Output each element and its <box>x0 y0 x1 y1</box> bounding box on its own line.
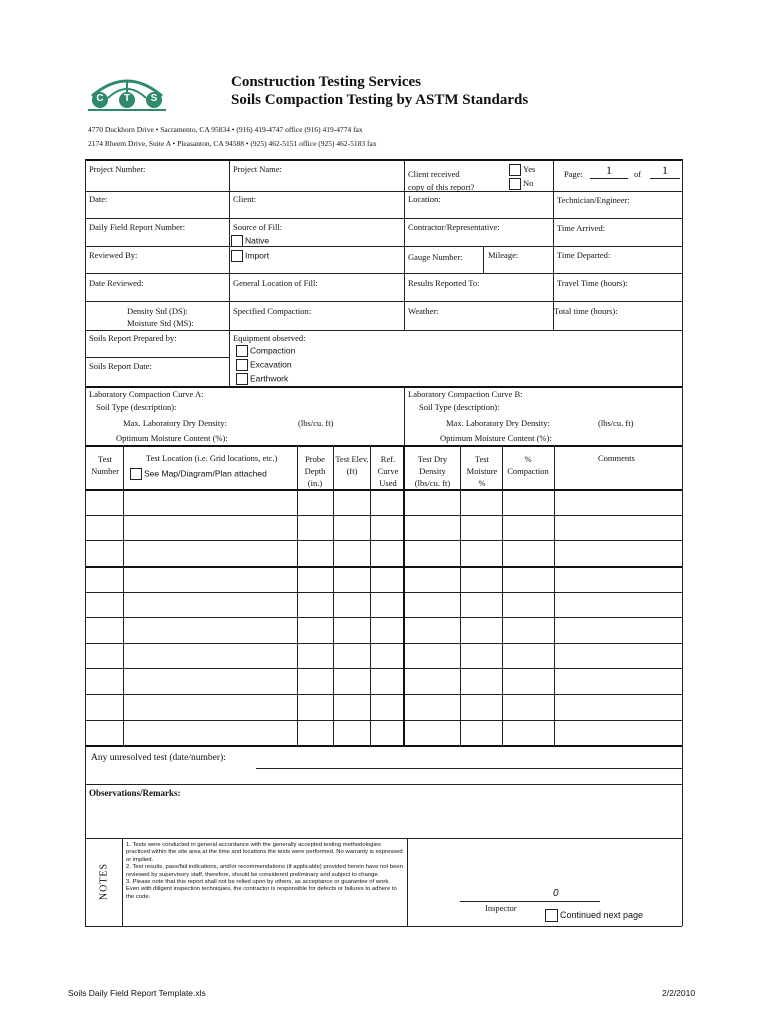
col-header-comments: Comments <box>598 453 635 463</box>
table-row[interactable] <box>86 516 682 540</box>
contractor-label: Contractor/Representative: <box>408 222 500 232</box>
curve-a-max-density: Max. Laboratory Dry Density: <box>123 418 227 428</box>
client-label: Client: <box>233 194 257 204</box>
import-checkbox[interactable] <box>231 250 243 262</box>
date-reviewed-label: Date Reviewed: <box>89 278 144 288</box>
no-checkbox[interactable] <box>509 178 521 190</box>
note-1: 1. Tests were conducted in general accordance with the generally accepted testing methodologies practiced within the site area at the time and locations the tests were performed. No warranty is expressed or implied. <box>126 842 403 863</box>
mileage-label: Mileage: <box>488 250 519 260</box>
curve-b-units: (lbs/cu. ft) <box>598 418 634 428</box>
technician-label: Technician/Engineer: <box>557 195 630 205</box>
moisture-std-label: Moisture Std (MS): <box>127 318 194 328</box>
native-option[interactable] <box>231 235 269 247</box>
note-3: 3. Please note that this report shall not be relied upon by others, as acceptance or guarantee of work. Even with diligent inspection techniques, the contractor is responsible for defects or failures to adhere to the code. <box>126 879 397 900</box>
earthwork-option[interactable] <box>236 373 288 385</box>
yes-option[interactable] <box>509 164 535 176</box>
no-option[interactable] <box>509 178 533 190</box>
address-pleasanton: 2174 Rheem Drive, Suite A • Pleasanton, CA 94588 • (925) 462-5151 office (925) 462-5183 fax <box>88 139 377 148</box>
curve-b-label: Laboratory Compaction Curve B: <box>408 389 523 399</box>
curve-a-soil-type: Soil Type (description): <box>96 402 177 412</box>
see-map-checkbox[interactable] <box>130 468 142 480</box>
table-row[interactable] <box>86 669 682 694</box>
curve-b-optimum: Optimum Moisture Content (%): <box>440 433 552 443</box>
col-header-elev: Test Elev. (ft) <box>335 454 369 476</box>
prepared-by-label: Soils Report Prepared by: <box>89 333 177 343</box>
col-header-ref: Ref. Curve Used <box>377 454 399 488</box>
time-departed-label: Time Departed: <box>557 250 611 260</box>
earthwork-checkbox[interactable] <box>236 373 248 385</box>
total-time-label: Total time (hours): <box>554 306 618 316</box>
table-row[interactable] <box>86 567 682 592</box>
table-row[interactable] <box>86 593 682 617</box>
footer-date: 2/2/2010 <box>662 988 696 998</box>
project-name-label: Project Name: <box>233 164 282 174</box>
copy-report-label: copy of this report? <box>408 182 475 192</box>
page-number: 1 <box>590 163 628 179</box>
col-header-compaction: % Compaction <box>507 454 549 476</box>
project-number-label: Project Number: <box>89 164 146 174</box>
curve-a-label: Laboratory Compaction Curve A: <box>89 389 204 399</box>
notes-text <box>126 842 404 901</box>
table-row[interactable] <box>86 490 682 515</box>
native-checkbox[interactable] <box>231 235 243 247</box>
col-header-test-number: Test Number <box>91 454 119 476</box>
curve-b-soil-type: Soil Type (description): <box>419 402 500 412</box>
report-date-label: Soils Report Date: <box>89 361 152 371</box>
weather-label: Weather: <box>408 306 439 316</box>
of-label: of <box>634 169 642 179</box>
inspector-label: Inspector <box>485 903 517 913</box>
address-sacramento: 4770 Duckhorn Drive • Sacramento, CA 95834 • (916) 419-4747 office (916) 419-4774 fax <box>88 125 363 134</box>
curve-b-max-density: Max. Laboratory Dry Density: <box>446 418 550 428</box>
inspector-value: 0 <box>553 888 559 899</box>
excavation-label: Excavation <box>250 359 292 370</box>
col-header-moisture: Test Moisture % <box>466 454 498 488</box>
table-row[interactable] <box>86 644 682 668</box>
logo-letter-t: T <box>123 93 131 104</box>
compaction-checkbox[interactable] <box>236 345 248 357</box>
excavation-checkbox[interactable] <box>236 359 248 371</box>
source-fill-label: Source of Fill: <box>233 222 283 232</box>
gauge-number-label: Gauge Number: <box>408 252 463 262</box>
page-label: Page: <box>564 169 583 179</box>
table-row[interactable] <box>86 541 682 566</box>
observations-label: Observations/Remarks: <box>89 788 181 798</box>
notes-label: NOTES <box>98 862 110 901</box>
specified-compaction-label: Specified Compaction: <box>233 306 312 316</box>
footer-filename: Soils Daily Field Report Template.xls <box>68 988 206 998</box>
report-title: Soils Compaction Testing by ASTM Standards <box>231 92 529 108</box>
company-logo <box>86 74 168 116</box>
density-std-label: Density Std (DS): <box>127 306 188 316</box>
col-header-probe: Probe Depth (in.) <box>304 454 326 488</box>
curve-a-units: (lbs/cu. ft) <box>298 418 334 428</box>
table-row[interactable] <box>86 618 682 643</box>
reviewed-by-label: Reviewed By: <box>89 250 138 260</box>
location-label: Location: <box>408 194 441 204</box>
travel-time-label: Travel Time (hours): <box>557 278 628 288</box>
compaction-option[interactable] <box>236 345 295 357</box>
logo-letter-c: C <box>96 93 104 104</box>
col-header-location: Test Location (i.e. Grid locations, etc.) <box>146 453 278 463</box>
general-location-label: General Location of Fill: <box>233 278 318 288</box>
yes-label: Yes <box>523 164 536 174</box>
continued-checkbox[interactable] <box>545 909 558 922</box>
continued-label: Continued next page <box>560 909 644 920</box>
table-row[interactable] <box>86 695 682 720</box>
excavation-option[interactable] <box>236 359 292 371</box>
yes-checkbox[interactable] <box>509 164 521 176</box>
curve-a-optimum: Optimum Moisture Content (%): <box>116 433 228 443</box>
note-2: 2. Test results, pass/fail indications, and/or recommendations (if applicable) provided herein have not been reviewed by supervisory staff, therefore, should be considered preliminary and subject to change. <box>126 864 403 878</box>
company-title: Construction Testing Services <box>231 74 422 90</box>
daily-report-label: Daily Field Report Number: <box>89 222 186 232</box>
no-label: No <box>523 178 534 188</box>
client-received-label: Client received <box>408 169 460 179</box>
see-map-option[interactable] <box>130 468 267 480</box>
compaction-label: Compaction <box>250 345 296 356</box>
equipment-observed-label: Equipment observed: <box>233 333 306 343</box>
table-row[interactable] <box>86 721 682 745</box>
date-label: Date: <box>89 194 108 204</box>
time-arrived-label: Time Arrived: <box>557 223 606 233</box>
unresolved-test-label: Any unresolved test (date/number): <box>91 753 226 763</box>
import-option[interactable] <box>231 250 269 262</box>
col-header-dry-density: Test Dry Density (lbs/cu. ft) <box>414 454 451 488</box>
results-reported-label: Results Reported To: <box>408 278 480 288</box>
native-label: Native <box>245 235 270 246</box>
import-label: Import <box>245 250 270 261</box>
earthwork-label: Earthwork <box>250 373 289 384</box>
continued-option[interactable] <box>545 909 643 922</box>
page-total: 1 <box>650 163 680 179</box>
logo-letter-s: S <box>150 93 158 104</box>
see-map-label: See Map/Diagram/Plan attached <box>144 468 267 479</box>
